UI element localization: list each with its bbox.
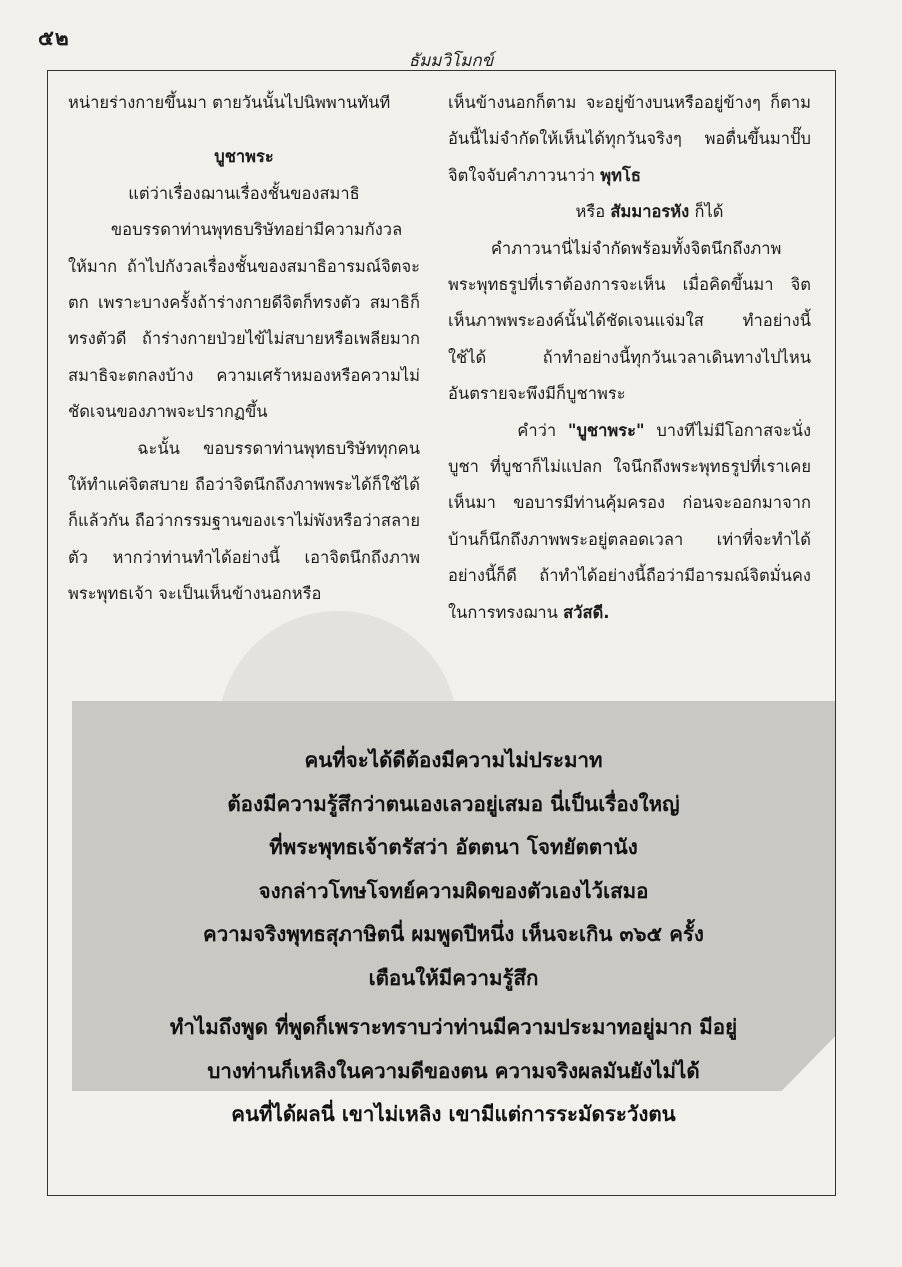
paragraph-text: บางทีไม่มีโอกาสจะนั่งบูชา ที่บูชาก็ไม่แปลก ใจนึกถึงพระพุทธรูปที่เราเคยเห็นมา ขอบารมีท่านคุ้มครอง ก่อนจะออกมาจากบ้านก็นึกถึงภาพพระอยู่ตลอดเวลา เท่าที่จะทำได้อย่างนี้ก็ดี ถ้าทำได้อย่างนี้ถือว่ามีอารมณ์จิตมั่นคงในการทรงฌาน	[448, 420, 811, 622]
emphasis-text: "บูชาพระ"	[567, 420, 645, 440]
emphasis-text: สัมมาอรหัง	[610, 202, 690, 222]
paragraph	[448, 413, 811, 631]
page-number: ๕๒	[38, 26, 70, 50]
paragraph-text: เห็นข้างนอกก็ตาม จะอยู่ข้างบนหรืออยู่ข้างๆ ก็ตาม อันนี้ไม่จำกัดให้เห็นได้ทุกวันจริงๆ พอตื่นขึ้นมาปั๊บจิตใจจับคำภาวนาว่า	[448, 93, 811, 185]
right-column	[448, 85, 811, 631]
paragraph: หน่ายร่างกายขึ้นมา ตายวันนั้นไปนิพพานทันที	[68, 93, 391, 112]
highlight-line: เตือนให้มีความรู้สึก	[368, 965, 539, 990]
paragraph-text: ก็ได้	[694, 202, 724, 222]
highlight-box-text	[72, 739, 835, 1137]
highlight-line: คนที่ได้ผลนี่ เขาไม่เหลิง เขามีแต่การระมัดระวังตน	[231, 1102, 676, 1126]
page-frame	[47, 70, 836, 1196]
paragraph	[448, 85, 811, 194]
highlight-line: ต้องมีความรู้สึกว่าตนเองเลวอยู่เสมอ นี่เป็นเรื่องใหญ่	[227, 791, 680, 816]
paragraph: ขอบรรดาท่านพุทธบริษัทอย่ามีความกังวลให้มาก ถ้าไปกังวลเรื่องชั้นของสมาธิอารมณ์จิตจะตก เพราะบางครั้งถ้าร่างกายดีจิตก็ทรงตัว สมาธิก็ทรงตัวดี ถ้าร่างกายป่วยไข้ไม่สบายหรือเพลียมาก สมาธิจะตกลงบ้าง ความเศร้าหมองหรือความไม่ชัดเจนของภาพจะปรากฏขึ้น	[68, 220, 420, 422]
highlight-line: จงกล่าวโทษโจทย์ความผิดของตัวเองไว้เสมอ	[258, 878, 649, 903]
emphasis-text: สวัสดี.	[563, 602, 610, 622]
running-header: ธัมมวิโมกข์	[408, 51, 494, 71]
highlight-line: คนที่จะได้ดีต้องมีความไม่ประมาท	[304, 748, 603, 772]
paragraph	[448, 194, 811, 230]
highlight-line: ทำไมถึงพูด ที่พูดก็เพราะทราบว่าท่านมีความประมาทอยู่มาก มีอยู่	[169, 1015, 738, 1039]
left-column	[68, 85, 420, 613]
highlight-line: บางท่านก็เหลิงในความดีของตน ความจริงผลมันยังไม่ได้	[207, 1058, 700, 1083]
paragraph: ฉะนั้น ขอบรรดาท่านพุทธบริษัททุกคนให้ทำแค่จิตสบาย ถือว่าจิตนึกถึงภาพพระได้ก็ใช้ได้ก็แล้วกัน ถือว่ากรรมฐานของเราไม่พังหรือว่าสลายตัว หากว่าท่านทำได้อย่างนี้ เอาจิตนึกถึงภาพพระพุทธเจ้า จะเป็นเห็นข้างนอกหรือ	[68, 438, 420, 604]
paragraph: แต่ว่าเรื่องฌานเรื่องชั้นของสมาธิ	[128, 183, 360, 203]
paragraph-text: คำว่า	[517, 420, 557, 440]
section-heading: บูชาพระ	[214, 147, 274, 167]
paragraph-text: หรือ	[575, 202, 606, 222]
highlight-line: ที่พระพุทธเจ้าตรัสว่า อัตตนา โจทยัตตานัง	[269, 835, 638, 859]
highlight-line: ความจริงพุทธสุภาษิตนี่ ผมพูดปีหนึ่ง เห็นจะเกิน ๓๖๕ ครั้ง	[203, 922, 704, 946]
emphasis-text: พุทโธ	[600, 165, 641, 185]
paragraph: คำภาวนานี่ไม่จำกัดพร้อมทั้งจิตนึกถึงภาพพระพุทธรูปที่เราต้องการจะเห็น เมื่อคิดขึ้นมา จิตเห็นภาพพระองค์นั้นได้ชัดเจนแจ่มใส ทำอย่างนี้ใช้ได้ ถ้าทำอย่างนี้ทุกวันเวลาเดินทางไปไหน อันตรายจะพึงมีก็บูชาพระ	[448, 238, 811, 404]
